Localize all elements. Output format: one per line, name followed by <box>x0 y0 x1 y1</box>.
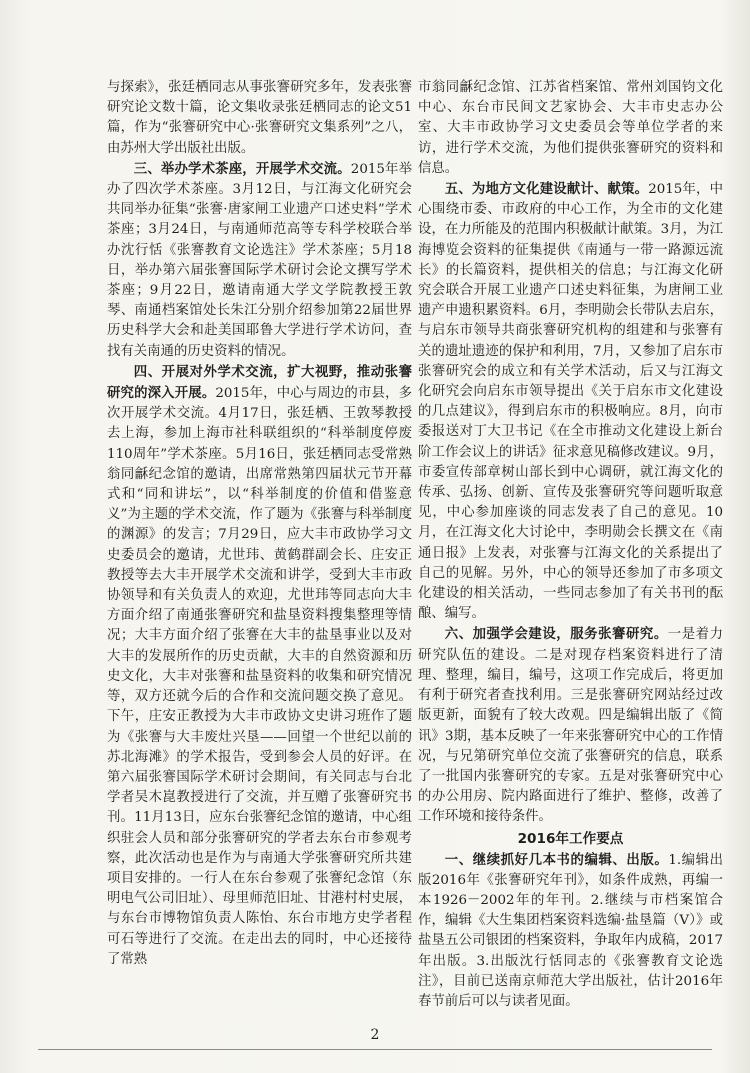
paragraph-body: 2015年，中心与周边的市县，多次开展学术交流。4月17日，张廷栖、王敦琴教授去上海，参加上海市社科联组织的“科举制度停废110周年”学术茶座。5月16日，张廷栖同志受常熟翁同龢纪念馆的邀请，出席常熟第四届状元节开幕式和“同和讲坛”，以“科举制度的价值和借鉴意义”为主题的学术交流，作了题为《张謇与科举制度的渊源》的发言；7月29日，应大丰市政协学习文史委员会的邀请，尤世玮、黄鹤群副会长、庄安正教授等去大丰开展学术交流和讲学，受到大丰市政协领导和有关负责人的欢迎，尤世玮等同志向大丰方面介绍了南通张謇研究和盐垦资料搜集整理等情况；大丰方面介绍了张謇在大丰的盐垦事业以及对大丰的发展所作的历史贡献，大丰的自然资源和历史文化，大丰对张謇和盐垦资料的收集和研究情况等，双方还就今后的合作和交流问题交换了意见。下午，庄安正教授为大丰市政协文史讲习班作了题为《张謇与大丰废灶兴垦——回望一个世纪以前的苏北海滩》的学术报告，受到参会人员的好评。在第六届张謇国际学术研讨会期间，有关同志与台北学者吴木崑教授进行了交流，并互赠了张謇研究书刊。11月13日，应东台张謇纪念馆的邀请，中心组织驻会人员和部分张謇研究的学者去东台市参观考察，此次活动也是作为与南通大学张謇研究所共建项目安排的。一行人在东台参观了张謇纪念馆（东明电气公司旧址）、母里师范旧址、甘港村村史展，与东台市博物馆负责人陈怡、东台市地方史学者程可石等进行了交流。在走出去的同时，中心还接待了常熟 <box>107 386 412 967</box>
paragraph-body: 2015年，中心围绕市委、市政府的中心工作，为全市的文化建设，在力所能及的范围内积极献计献策。3月，为江海博览会资料的征集提供《南通与一带一路源远流长》的长篇资料，提供相关的信息；与江海文化研究会联合开展工业遗产口述史料征集，为唐闸工业遗产申遗积累资料。6月，李明勋会长带队去启东，与启东市领导共商张謇研究机构的组建和与张謇有关的遗址遗迹的保护和利用，7月，又参加了启东市张謇研究会的成立和有关学术活动，后又与江海文化研究会向启东市领导提出《关于启东市文化建设的几点建议》，得到启东市的积极响应。8月，向市委报送对丁大卫书记《在全市推动文化建设上新台阶工作会议上的讲话》征求意见稿修改建议。9月，市委宣传部章树山部长到中心调研，就江海文化的传承、弘扬、创新、宣传及张謇研究等问题听取意见，中心参加座谈的同志发表了自己的意见。10月，在江海文化大讨论中，李明勋会长撰文在《南通日报》上发表，对张謇与江海文化的关系提出了自己的见解。另外，中心的领导还参加了市多项文化建设的相关活动，一些同志参加了有关书刊的酝酿、编写。 <box>418 182 723 622</box>
paragraph-heading: 五、为地方文化建设献计、献策。 <box>444 181 649 198</box>
paragraph-heading: 六、加强学会建设，服务张謇研究。 <box>444 626 668 643</box>
right-column <box>418 78 723 1013</box>
paragraph-heading: 四、开展对外学术交流，扩大视野，推动张謇研究的深入开展。 <box>107 363 412 402</box>
paragraph-body: 2015年举办了四次学术茶座。3月12日，与江海文化研究会共同举办征集“张謇·唐家闸工业遗产口述史料”学术茶座；3月24日，与南通师范高等专科学校联合举办沈行恬《张謇教育文论选注》学术茶座；5月18日，举办第六届张謇国际学术研讨会论文撰写学术茶座；9月22日，邀请南通大学文学院教授王敦琴、南通档案馆处长朱江分别介绍参加第22届世界历史科学大会和赴美国耶鲁大学进行学术访问，查找有关南通的历史资料的情况。 <box>107 161 412 359</box>
paragraph-heading: 三、举办学术茶座，开展学术交流。 <box>133 160 351 177</box>
paragraph <box>418 624 723 827</box>
paragraph-body: 一是着力研究队伍的建设。二是对现存档案资料进行了清理、整理，编目，编号，这项工作完成后，将更加有利于研究者查找利用。三是张謇研究网站经过改版更新，面貌有了较大改观。四是编辑出版了《简讯》3期，基本反映了一年来张謇研究中心的工作情况，与兄第研究单位交流了张謇研究的信息，联系了一批国内张謇研究的专家。五是对张謇研究中心的办公用房、院内路面进行了维护、整修，改善了工作环境和接待条件。 <box>418 627 723 825</box>
bottom-divider <box>38 1049 712 1050</box>
paragraph <box>418 850 723 1013</box>
paragraph <box>107 362 412 970</box>
paragraph-heading: 一、继续抓好几本书的编辑、出版。 <box>444 851 669 868</box>
paragraph: 与探索》，张廷栖同志从事张謇研究多年，发表张謇研究论文数十篇，论文集收录张廷栖同志的论文51篇，作为“张謇研究中心·张謇研究文集系列”之八，由苏州大学出版社出版。 <box>107 80 412 156</box>
paragraph <box>107 159 412 362</box>
paragraph-body: 1.编辑出版2016年《张謇研究年刊》，如条件成熟，再编一本1926－2002年的年刊。2.继续与市档案馆合作，编辑《大生集团档案资料选编·盐垦篇（Ⅴ）》或盐垦五公司银团的档案资料，争取年内成稿，2017年出版。3.出版沈行恬同志的《张謇教育文论选注》，目前已送南京师范大学出版社，估计2016年春节前后可以与读者见面。 <box>418 852 723 1009</box>
page-number: 2 <box>370 1027 380 1043</box>
section-title: 2016年工作要点 <box>517 830 624 847</box>
paragraph: 市翁同龢纪念馆、江苏省档案馆、常州刘国钧文化中心、东台市民间文艺家协会、大丰市史志办公室、大丰市政协学习文史委员会等单位学者的来访，进行学术交流，为他们提供张謇研究的资料和信息。 <box>418 80 723 176</box>
paragraph <box>418 179 723 624</box>
left-column <box>107 78 412 1013</box>
